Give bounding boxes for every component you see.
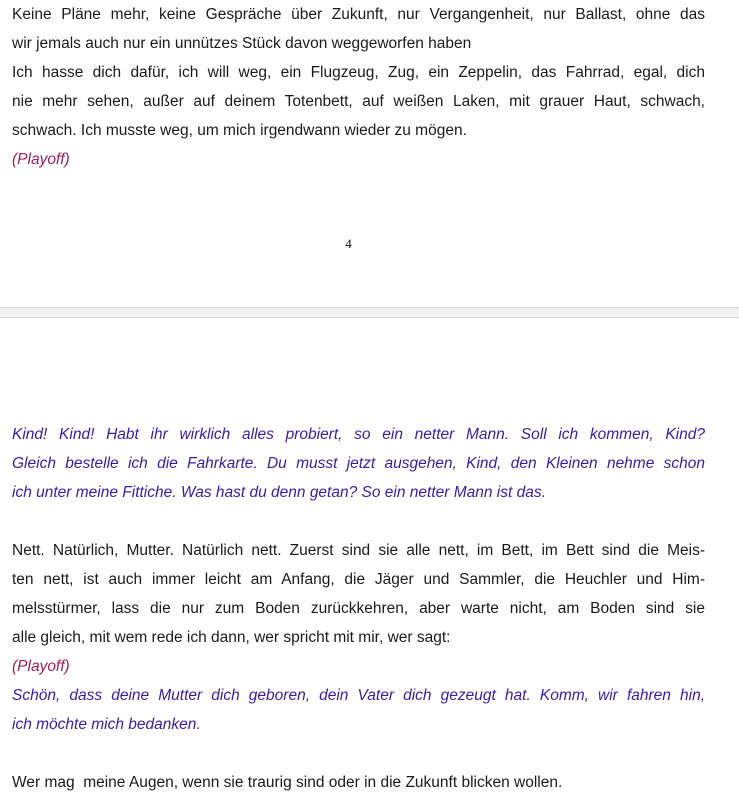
page-separator — [0, 307, 739, 318]
text-line: Nett. Natürlich, Mutter. Natürlich nett. Zuerst sind sie alle nett, im Bett, im Bett sind die Meis- — [12, 542, 705, 559]
text-line: Gleich bestelle ich die Fahrkarte. Du musst jetzt ausgehen, Kind, den Kleinen nehme schon — [12, 455, 705, 472]
text-line: Keine Pläne mehr, keine Gespräche über Zukunft, nur Vergangenheit, nur Ballast, ohne das — [12, 6, 705, 23]
paragraph-i-hate-you — [12, 58, 705, 145]
text-line: schwach. Ich musste weg, um mich irgendwann wieder zu mögen. — [12, 122, 467, 139]
text-line: nie mehr sehen, außer auf deinem Totenbett, auf weißen Laken, mit grauer Haut, schwach, — [12, 93, 705, 110]
text-line: Ich hasse dich dafür, ich will weg, ein Flugzeug, Zug, ein Zeppelin, das Fahrrad, egal, dich — [12, 64, 705, 81]
stage-direction-playoff — [12, 145, 705, 174]
text-line: alle gleich, mit wem rede ich dann, wer spricht mit mir, wer sagt: — [12, 629, 451, 646]
stage-direction-playoff — [12, 652, 705, 681]
page-number: 4 — [345, 236, 352, 251]
text-line: melsstürmer, lass die nur zum Boden zurückkehren, aber warte nicht, am Boden sind sie — [12, 600, 705, 617]
playoff-text: (Playoff) — [12, 658, 70, 675]
text-line: ich unter meine Fittiche. Was hast du denn getan? So ein netter Mann ist das. — [12, 484, 546, 501]
playoff-text: (Playoff) — [12, 151, 70, 168]
text-line: Schön, dass deine Mutter dich geboren, dein Vater dich gezeugt hat. Komm, wir fahren hin, — [12, 687, 705, 704]
text-line: Wer mag meine Augen, wenn sie traurig sind oder in die Zukunft blicken wollen. — [12, 774, 563, 791]
paragraph-no-plans — [12, 0, 705, 58]
text-line: Kind! Kind! Habt ihr wirklich alles probiert, so ein netter Mann. Soll ich kommen, Kind? — [12, 426, 705, 443]
text-line: wir jemals auch nur ein unnützes Stück davon weggeworfen haben — [12, 35, 472, 52]
daughter-reply-paragraph — [12, 536, 705, 652]
mother-speech-paragraph — [12, 681, 705, 739]
final-paragraph — [12, 768, 705, 797]
mother-speech-paragraph — [12, 420, 705, 507]
document-page-top — [0, 0, 730, 307]
text-line: ich möchte mich bedanken. — [12, 716, 201, 733]
document-page-bottom — [0, 318, 730, 804]
text-line: ten nett, ist auch immer leicht am Anfang, die Jäger und Sammler, die Heuchler und Him- — [12, 571, 705, 588]
